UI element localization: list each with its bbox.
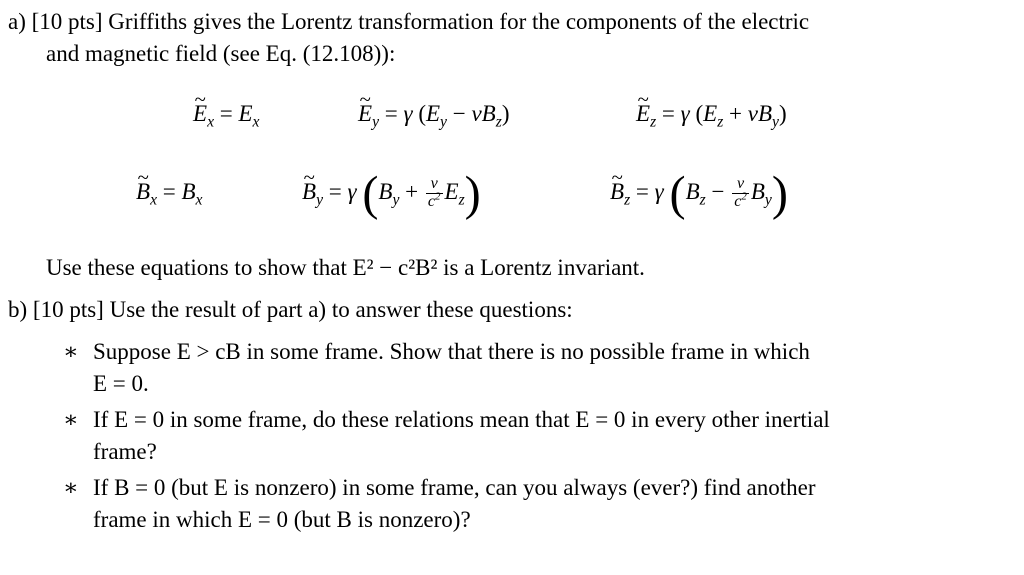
- part-b-points: [10 pts]: [32, 297, 104, 322]
- equation-bx: ~ $B_x = B_x$: [136, 176, 202, 208]
- part-a-points: [10 pts]: [31, 9, 103, 34]
- part-b-label: b): [8, 297, 28, 322]
- part-a-line1: [8, 6, 809, 38]
- part-a-task: Use these equations to show that E² − c²B² is a Lorentz invariant.: [46, 255, 645, 280]
- bullet-3-marker: ∗: [63, 475, 79, 500]
- equation-ey: ~ $E_y = \gamma$ $(E_y - vB_z)$: [358, 98, 510, 130]
- question-2-line2: frame?: [93, 439, 157, 464]
- equation-ex: ~ $E_x = E_x$: [193, 98, 259, 130]
- question-3-line2: frame in which E = 0 (but B is nonzero)?: [93, 507, 471, 532]
- question-1-line2: E = 0.: [93, 371, 149, 396]
- part-b-intro: Use the result of part a) to answer these questions:: [109, 297, 573, 322]
- part-b-line1: [8, 294, 573, 326]
- question-2-line1: If E = 0 in some frame, do these relations mean that E = 0 in every other inertial: [93, 407, 830, 432]
- equation-bz: ~ $B_z = \gamma$ ($B_z$ − $\frac{v}{c^2}$ $B_y$): [610, 176, 788, 211]
- bullet-2-marker: ∗: [63, 407, 79, 432]
- question-3-line1: If B = 0 (but E is nonzero) in some frame, can you always (ever?) find another: [93, 475, 816, 500]
- part-a-label: a): [8, 9, 26, 34]
- bullet-1-marker: ∗: [63, 339, 79, 364]
- equation-ez: ~ $E_z = \gamma$ $(E_z + vB_y)$: [636, 98, 787, 130]
- equation-by: ~ $B_y = \gamma$ ($B_y$ + $\frac{v}{c^2}$ $E_z$): [302, 176, 481, 211]
- part-a-intro-line2: and magnetic field (see Eq. (12.108)):: [46, 41, 396, 66]
- question-1-line1: Suppose E > cB in some frame. Show that there is no possible frame in which: [93, 339, 810, 364]
- part-a-intro-line1: Griffiths gives the Lorentz transformation for the components of the electric: [108, 9, 810, 34]
